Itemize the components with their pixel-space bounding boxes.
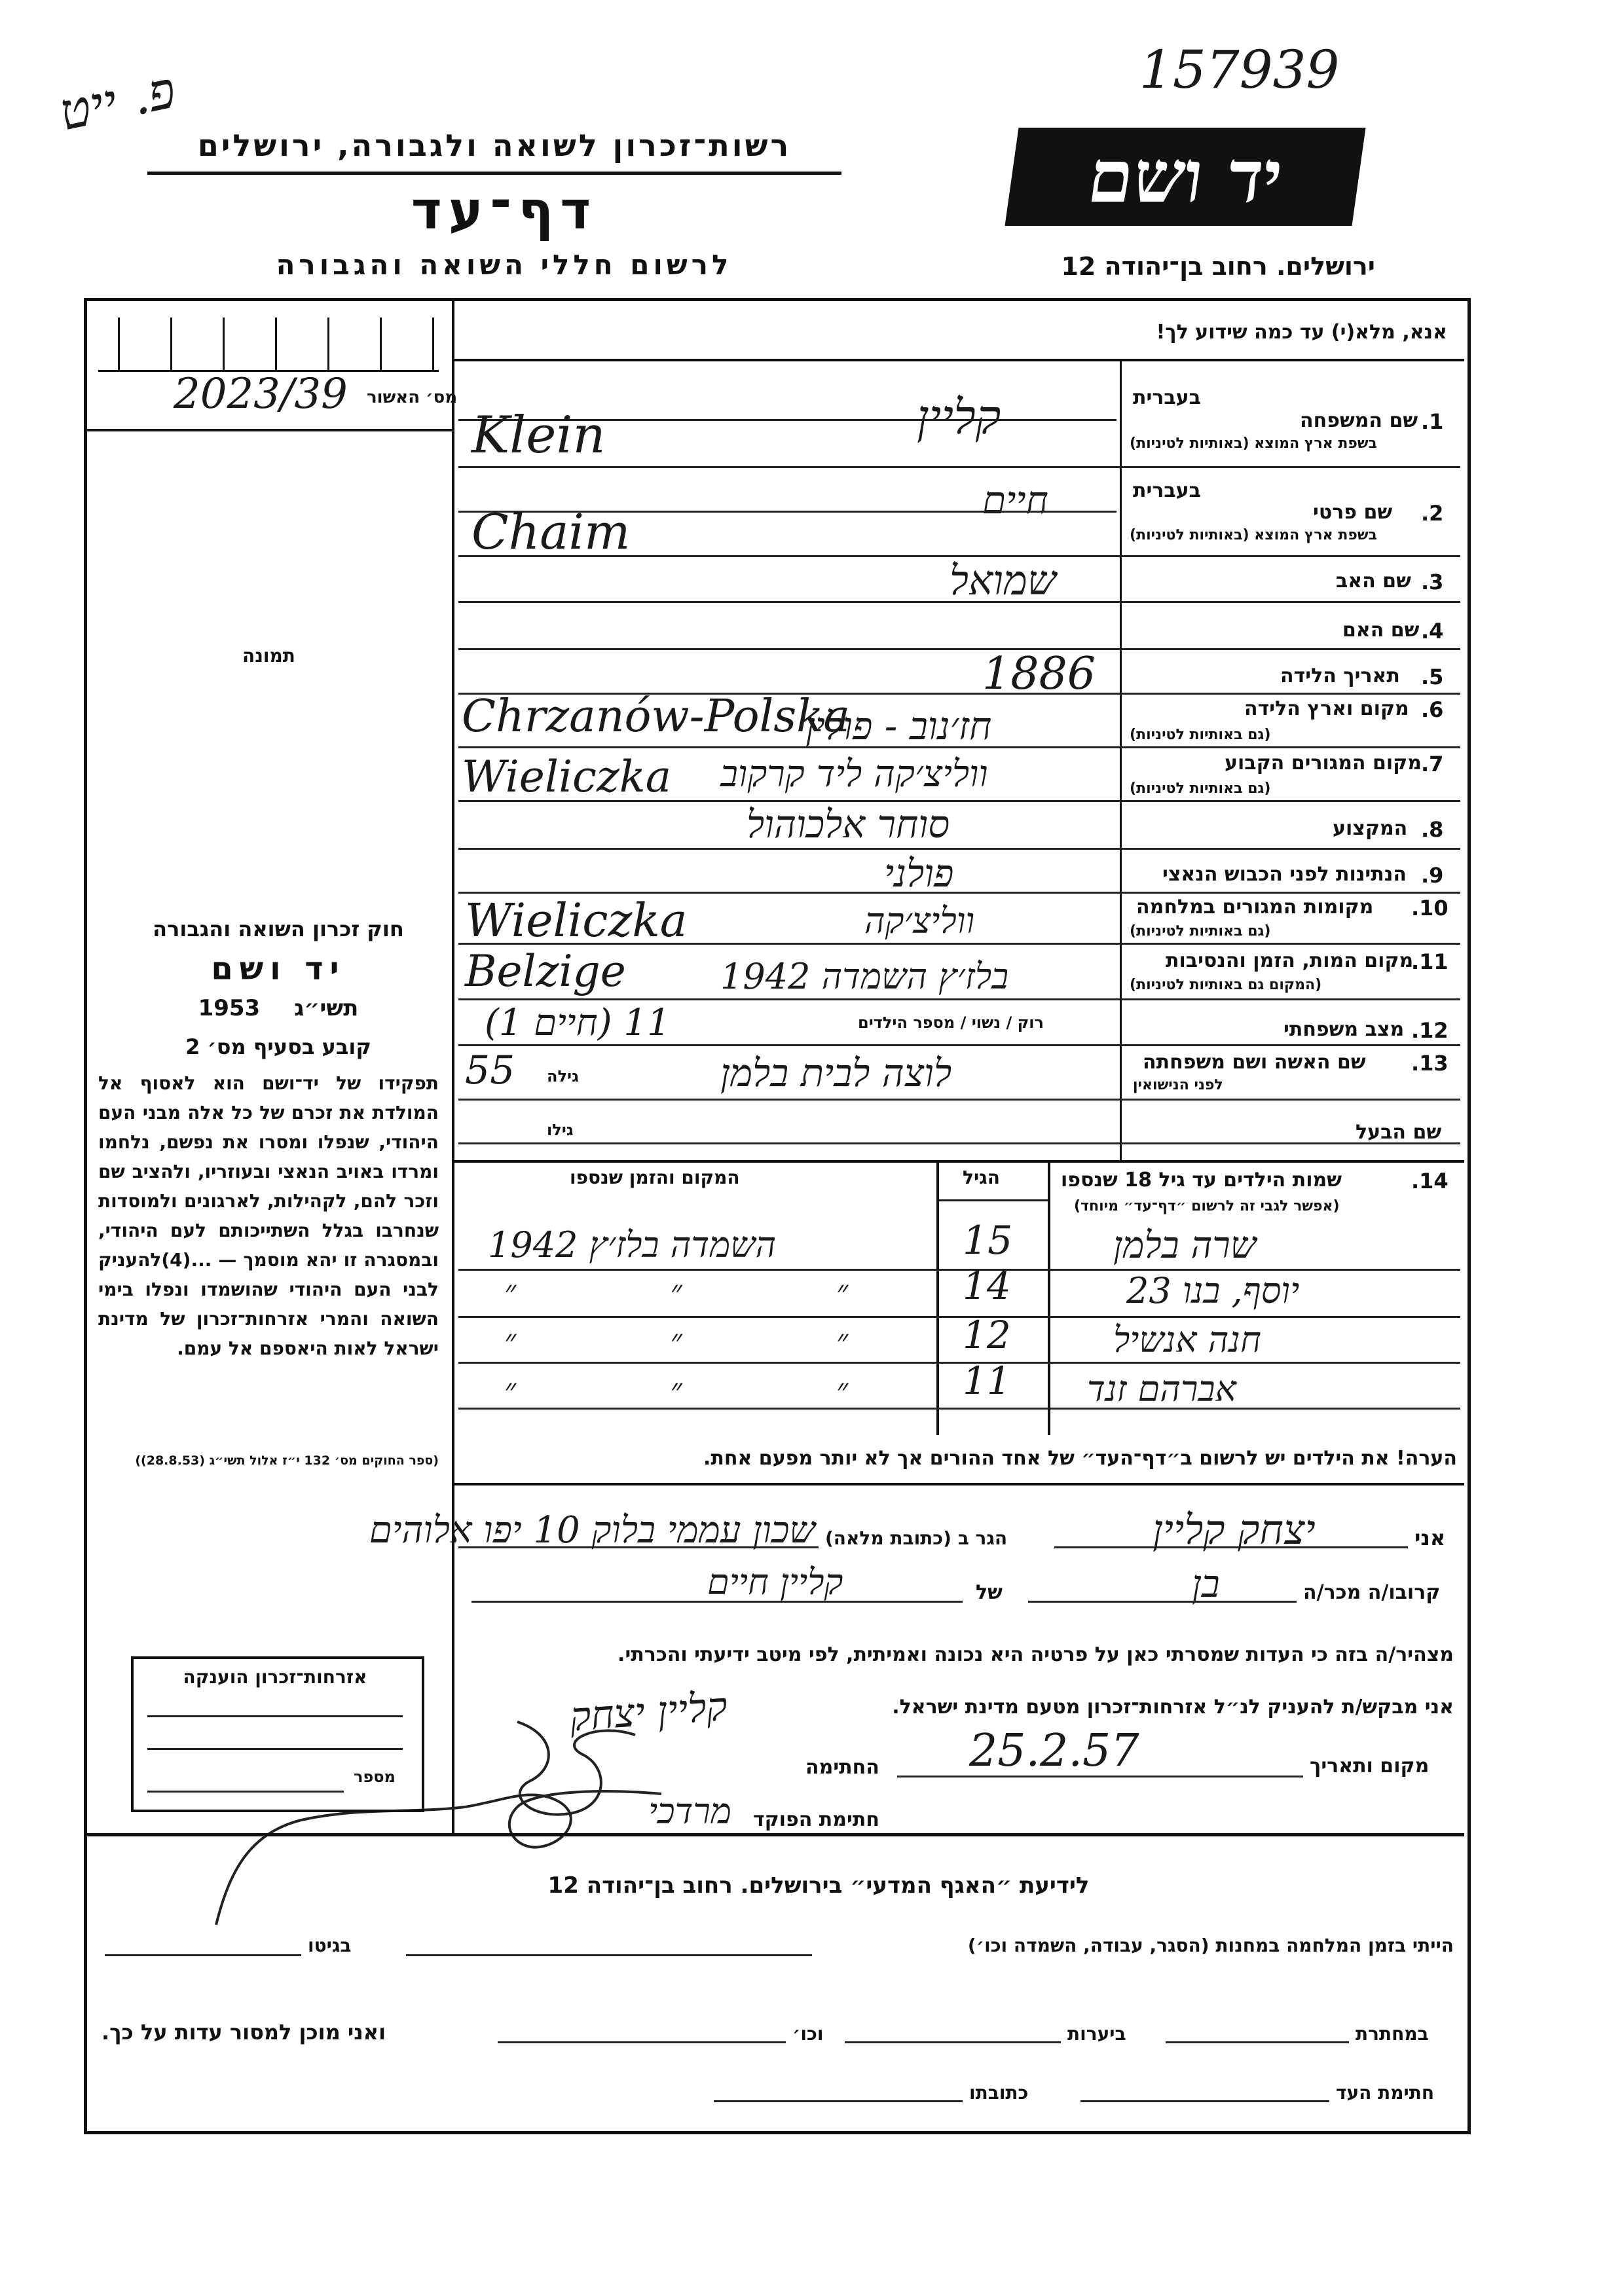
birth-place-latin: Chrzanów-Polska bbox=[462, 691, 850, 742]
left-top-separator bbox=[87, 429, 452, 431]
law-clause: קובע בסעיף מס׳ 2 bbox=[185, 1034, 371, 1059]
field-6-label: מקום וארץ הלידה bbox=[1244, 697, 1409, 720]
footer-separator bbox=[87, 1833, 1464, 1836]
wartime-place-hebrew: ווליצ׳קה bbox=[864, 900, 975, 941]
officer-label: חתימת הפוקד bbox=[753, 1808, 879, 1831]
field-11-sublabel: (המקום גם באותיות לטיניות) bbox=[1130, 977, 1322, 993]
death-place-latin: Belzige bbox=[465, 946, 626, 996]
children-col-2 bbox=[1048, 1160, 1050, 1435]
husband-line bbox=[458, 1142, 1460, 1144]
yad-vashem-logo: יד ושם bbox=[1005, 128, 1365, 226]
law-year-num: 1953 bbox=[198, 995, 261, 1021]
declarant-address-line bbox=[458, 1546, 819, 1548]
ready-label: ואני מוכן למסור עדות על כך. bbox=[101, 2020, 386, 2045]
registration-tick-boxes bbox=[98, 318, 439, 372]
field-10-label: מקומות המגורים במלחמה bbox=[1136, 896, 1374, 919]
field-5-label: תאריך הלידה bbox=[1280, 665, 1400, 687]
field-8-num: 8. bbox=[1421, 817, 1444, 842]
officer-signature: מרדכי bbox=[648, 1791, 731, 1832]
spouse-name-value: לוצה לבית בלמן bbox=[720, 1051, 952, 1095]
field-3-line bbox=[458, 601, 1460, 603]
wartime-place-latin: Wieliczka bbox=[465, 894, 688, 947]
citizenship-number-label: מספר bbox=[354, 1768, 396, 1786]
field-1-latin-line bbox=[458, 466, 1460, 468]
birth-place-hebrew: חז׳נוב - פולין bbox=[805, 704, 992, 748]
declaration-text: מצהיר/ה בזה כי העדות שמסרתי כאן על פרטיה היא נכונה ואמיתית, לפי מיטב ידיעתי והכרתי. bbox=[618, 1643, 1454, 1666]
law-text: תפקידו של יד־ושם הוא לאסוף אל המולדת את זכרם של כל אלה מבני העם היהודי, שנפלו ומסרו את נפשם, נלחמו ומרדו באויב הנאצי ובעוזריו, ולהציב שם וזכר להם, לקהילות, לארגונים ולמוסדות שנחרבו בגלל השתייכותם לעם היהודי, ובמסגרה זו יהא מוסמך — ...(4)להעניק לבני העם היהודי שהושמדו ונפלו בימי השואה והמרי אזרחות־זכרון של מדינת ישראל לאות היאספם אל עמם. bbox=[98, 1072, 439, 1359]
field-4-line bbox=[458, 648, 1460, 650]
field-4-num: 4. bbox=[1421, 619, 1444, 644]
ghetto-label: בגיטו bbox=[308, 1935, 352, 1956]
field-9-label: הנתינות לפני הכבוש הנאצי bbox=[1162, 863, 1407, 886]
camp-label: הייתי בזמן המלחמה במחנות (הסגר, עבודה, השמדה וכו׳) bbox=[967, 1935, 1454, 1956]
forest-label: ביערות bbox=[1067, 2023, 1126, 2045]
citizenship-number-line bbox=[147, 1791, 344, 1793]
institution-underline bbox=[147, 172, 841, 175]
field-11-label: מקום המות, הזמן והנסיבות bbox=[1166, 949, 1414, 972]
place-date-label: מקום ותאריך bbox=[1310, 1755, 1430, 1777]
law-year-he: תשי״ג bbox=[294, 995, 359, 1021]
child-4-line bbox=[458, 1408, 1460, 1410]
label-column-divider bbox=[1120, 360, 1122, 1162]
spouse-age-value: 55 bbox=[465, 1048, 515, 1093]
birth-date-value: 1886 bbox=[982, 648, 1096, 700]
etc-label: וכו׳ bbox=[792, 2023, 824, 2045]
first-name-latin: Chaim bbox=[471, 504, 631, 560]
death-place-hebrew: בלז׳ץ השמדה 1942 bbox=[720, 956, 1009, 997]
field-3-label: שם האב bbox=[1336, 570, 1411, 592]
child-3-line bbox=[458, 1362, 1460, 1364]
underground-label: במחתרת bbox=[1356, 2023, 1429, 2045]
camp-line bbox=[406, 1954, 812, 1956]
child-1-name: שרה בלמן bbox=[1113, 1224, 1257, 1267]
child-3-age: 12 bbox=[963, 1313, 1011, 1357]
address-text: ירושלים. רחוב בן־יהודה 12 bbox=[1061, 252, 1375, 281]
field-5-num: 5. bbox=[1421, 665, 1444, 689]
declarant-i-label: אני bbox=[1414, 1525, 1446, 1550]
address-label: כתובתו bbox=[969, 2082, 1029, 2104]
field-7-label: מקום המגורים הקבוע bbox=[1225, 752, 1422, 774]
declarant-signature: קליין יצחק bbox=[568, 1683, 729, 1741]
child-1-line bbox=[458, 1269, 1460, 1271]
field-3-num: 3. bbox=[1421, 570, 1444, 594]
law-name: יד ושם bbox=[211, 951, 346, 987]
declarant-name: יצחק קליין bbox=[1153, 1506, 1316, 1554]
citizenship-value: פולני bbox=[884, 851, 954, 896]
child-4-place: ״ ״ ״ bbox=[504, 1372, 921, 1408]
declarant-name-line bbox=[1054, 1546, 1408, 1548]
field-6-sublabel: (גם באותיות לטיניות) bbox=[1130, 727, 1271, 743]
field-13-sublabel: לפני הנישואין bbox=[1133, 1077, 1223, 1093]
of-label: של bbox=[976, 1581, 1003, 1604]
field-1-num: 1. bbox=[1421, 409, 1444, 434]
witness-signature-label: חתימת העד bbox=[1336, 2082, 1435, 2104]
field-10-sublabel: (גם באותיות לטיניות) bbox=[1130, 923, 1271, 939]
field-8-line bbox=[458, 848, 1460, 850]
child-3-name: חנה אנשיל bbox=[1113, 1319, 1261, 1360]
relation-value: בן bbox=[1192, 1561, 1220, 1606]
field-6-line bbox=[458, 746, 1460, 748]
date-line bbox=[897, 1776, 1303, 1777]
etc-line bbox=[498, 2041, 786, 2043]
husband-label: שם הבעל bbox=[1356, 1121, 1442, 1144]
law-year bbox=[128, 995, 429, 1021]
children-col-1 bbox=[936, 1160, 939, 1435]
field-12-num: 12. bbox=[1411, 1018, 1449, 1043]
citizenship-box-line-1 bbox=[147, 1715, 403, 1717]
field-1-label: שם המשפחה bbox=[1300, 409, 1418, 432]
field-12-options: רוק / נשוי / מספר הילדים bbox=[858, 1013, 1044, 1032]
address-line bbox=[714, 2100, 963, 2102]
declarant-address: שכון עממי בלוק 10 יפו אלוהים bbox=[369, 1509, 815, 1552]
marital-value: 11 (חיים 1) bbox=[485, 1002, 671, 1044]
form-intro: אנא, מלא(י) עד כמה שידוע לך! bbox=[1156, 321, 1447, 344]
date-value: 25.2.57 bbox=[969, 1725, 1139, 1777]
of-value: קליין חיים bbox=[707, 1561, 843, 1603]
father-name-value: שמואל bbox=[950, 556, 1056, 604]
children-place-header: המקום והזמן שנספו bbox=[570, 1167, 740, 1188]
children-table-top bbox=[452, 1160, 1464, 1163]
child-2-age: 14 bbox=[963, 1264, 1011, 1308]
child-3-place: ״ ״ ״ bbox=[504, 1322, 921, 1359]
child-2-line bbox=[458, 1316, 1460, 1318]
forest-line bbox=[845, 2041, 1061, 2043]
ghetto-line bbox=[105, 1954, 301, 1956]
field-12-label: מצב משפחתי bbox=[1283, 1018, 1405, 1041]
field-7-num: 7. bbox=[1421, 752, 1444, 776]
family-name-latin: Klein bbox=[471, 406, 606, 465]
profession-value: סוחר אלכוהול bbox=[747, 802, 950, 847]
witness-signature-line bbox=[1080, 2100, 1329, 2102]
registration-number: 2023/39 bbox=[174, 370, 348, 418]
form-title: דף־עד bbox=[411, 180, 598, 241]
field-12-line bbox=[458, 1044, 1460, 1046]
child-2-name: יוסף, בנו 23 bbox=[1126, 1270, 1300, 1311]
child-1-place: השמדה בלז׳ץ 1942 bbox=[488, 1224, 777, 1266]
field-2-sublabel: בשפת ארץ המוצא (באותיות לטיניות) bbox=[1130, 527, 1377, 543]
relation-line bbox=[1028, 1601, 1297, 1603]
footer-notice: לידיעת ״האגף המדעי״ בירושלים. רחוב בן־יהודה 12 bbox=[547, 1872, 1090, 1899]
law-source: (ספר החוקים מס׳ 132 י״ז אלול תשי״ג (28.8.53)) bbox=[135, 1453, 439, 1468]
children-header-bottom bbox=[936, 1199, 1048, 1201]
remark-separator bbox=[452, 1483, 1464, 1485]
residence-latin: Wieliczka bbox=[462, 752, 672, 802]
husband-age-label: גילו bbox=[547, 1121, 574, 1139]
child-1-age: 15 bbox=[963, 1218, 1013, 1264]
law-title: חוק זכרון השואה והגבורה bbox=[153, 917, 404, 941]
first-name-hebrew: חיים bbox=[982, 478, 1048, 522]
photo-label: תמונה bbox=[242, 645, 295, 666]
field-10-line bbox=[458, 943, 1460, 945]
intro-separator bbox=[452, 359, 1464, 361]
signature-label: החתימה bbox=[805, 1756, 879, 1779]
field-11-num: 11. bbox=[1411, 949, 1449, 974]
relation-label: קרובו/ה מכר/ה bbox=[1303, 1581, 1441, 1604]
field-2-label: שם פרטי bbox=[1313, 501, 1393, 524]
child-2-place: ״ ״ ״ bbox=[504, 1273, 921, 1310]
field-10-num: 10. bbox=[1411, 896, 1449, 920]
child-4-age: 11 bbox=[963, 1358, 1011, 1403]
field-8-label: המקצוע bbox=[1333, 817, 1408, 840]
request-text: אני מבקש/ת להעניק לנ״ל אזרחות־זכרון מטעם מדינת ישראל. bbox=[892, 1696, 1454, 1719]
field-11-line bbox=[458, 998, 1460, 1000]
field-13-line bbox=[458, 1099, 1460, 1101]
field-13-num: 13. bbox=[1411, 1051, 1449, 1076]
children-note: (אפשר לגבי זה לרשום ״דף־עד״ מיוחד) bbox=[1074, 1198, 1340, 1214]
children-age-header: הגיל bbox=[963, 1167, 1000, 1188]
field-2-hebrew-tag: בעברית bbox=[1133, 479, 1201, 502]
left-column-divider bbox=[452, 301, 454, 1834]
field-13-age-label: גילה bbox=[547, 1067, 579, 1085]
child-4-name: אברהם זנד bbox=[1087, 1368, 1236, 1410]
field-6-num: 6. bbox=[1421, 697, 1444, 722]
field-13-label: שם האשה ושם משפחתה bbox=[1143, 1051, 1366, 1074]
field-1-hebrew-tag: בעברית bbox=[1133, 386, 1201, 409]
registration-label: מס׳ האשור bbox=[367, 388, 458, 407]
family-name-hebrew: קליין bbox=[917, 390, 1001, 445]
field-1-sublabel: בשפת ארץ המוצא (באותיות לטיניות) bbox=[1130, 435, 1377, 452]
form-subtitle: לרשום חללי השואה והגבורה bbox=[276, 249, 733, 281]
institution-name: רשות־זכרון לשואה ולגבורה, ירושלים bbox=[197, 128, 792, 163]
corner-note: פ. ייט bbox=[54, 60, 181, 143]
citizenship-box-title: אזרחות־זכרון הוענקה bbox=[183, 1666, 367, 1688]
remark-text: הערה! את הילדים יש לרשום ב״דף־העד״ של אחד ההורים אך לא יותר מפעם אחת. bbox=[703, 1447, 1457, 1470]
field-2-num: 2. bbox=[1421, 501, 1444, 526]
field-7-line bbox=[458, 800, 1460, 802]
underground-line bbox=[1166, 2041, 1349, 2043]
declarant-living-label: הגר ב (כתובת מלאה) bbox=[825, 1527, 1008, 1549]
archive-number: 157939 bbox=[1139, 39, 1340, 100]
children-num: 14. bbox=[1411, 1169, 1449, 1194]
residence-hebrew: ווליצ׳קה ליד קרקוב bbox=[720, 753, 988, 795]
of-line bbox=[471, 1601, 963, 1603]
citizenship-box-line-2 bbox=[147, 1748, 403, 1750]
field-9-num: 9. bbox=[1421, 863, 1444, 888]
field-4-label: שם האם bbox=[1342, 619, 1420, 642]
children-label: שמות הילדים עד גיל 18 שנספו bbox=[1061, 1169, 1342, 1192]
field-7-sublabel: (גם באותיות לטיניות) bbox=[1130, 780, 1271, 797]
